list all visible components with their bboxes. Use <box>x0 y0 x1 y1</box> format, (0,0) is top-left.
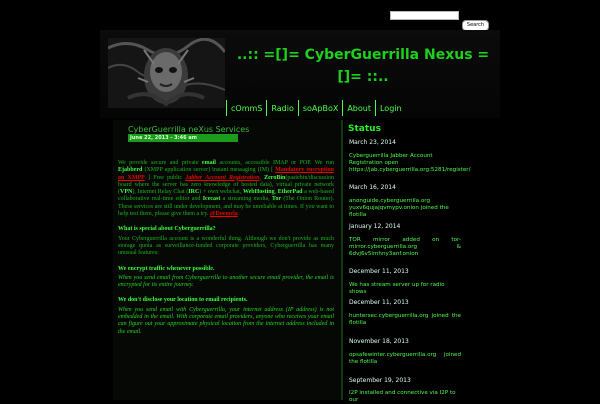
vpn-link[interactable]: VPN <box>120 189 133 196</box>
section-heading: What is special about Cyberguerrilla? <box>118 226 216 233</box>
special-section <box>118 226 334 257</box>
text: (pastebin/discussion board where the server has zero knowledge of hosted data), virtual private network ( <box>118 174 334 196</box>
section-heading: We don't disclose your location to email recipients. <box>118 297 248 304</box>
text: We provide secure and private <box>118 160 202 166</box>
nav-item-soapbox[interactable]: soApBoX <box>298 100 342 116</box>
mandatory-encryption-link[interactable]: Mandatory encryption on XMPP <box>118 167 334 181</box>
text: , <box>274 189 278 196</box>
section-heading: We encrypt traffic whenever possible. <box>118 265 215 272</box>
status-date: March 23, 2014 <box>349 139 396 146</box>
text: ] Free public <box>144 174 186 181</box>
text: a web-based collaborative real-time editor and <box>118 189 334 203</box>
doemela-link[interactable]: @Doemela <box>209 211 238 218</box>
main-nav <box>226 100 406 116</box>
status-text[interactable]: huntersec.cyberguerrilla.org joined the flotilla <box>349 313 461 327</box>
nav-item-comms[interactable]: cOmmS <box>226 100 266 116</box>
status-date: September 19, 2013 <box>349 377 411 384</box>
encrypt-section <box>118 266 334 290</box>
status-date: January 12, 2014 <box>349 223 401 230</box>
text: ) + own webchat, <box>199 189 243 196</box>
section-text: Your Cyberguerrilla account is a wonderful thing. Although we don't provide as much storage quota as surveillance-funded corporate providers, Cyberguerrilla has many unusual features: <box>118 235 334 257</box>
text: (The Onion Router). These services are still under development, and may be unreliable at times. If you want to help test them, please give them a try. <box>118 196 334 218</box>
biomech-face-image <box>108 38 225 108</box>
tor-link[interactable]: Tor <box>271 196 282 203</box>
webhosting-link[interactable]: WebHosting <box>242 189 275 196</box>
zerobin-link[interactable]: ZeroBin <box>264 174 286 181</box>
icecast-link[interactable]: Icecast <box>202 196 221 203</box>
text: (XMPP application server) instant messaging (IM) [ <box>142 167 276 174</box>
intro-paragraph <box>118 160 334 218</box>
post-body <box>118 160 334 344</box>
status-text[interactable]: TOR mirror added on tor-mirror.cyberguerrilla.org & 6dvj6v5imhny3anf.onion <box>349 237 461 258</box>
ejabberd-link[interactable]: Ejabberd <box>118 167 143 174</box>
nav-item-radio[interactable]: Radio <box>266 100 297 116</box>
text: ), Internet Relay Chat ( <box>132 189 189 196</box>
etherpad-link[interactable]: EtherPad <box>277 189 303 196</box>
text: accounts, accessible IMAP or POP. We run <box>215 160 334 166</box>
status-date: March 16, 2014 <box>349 184 396 191</box>
nav-item-login[interactable]: Login <box>375 100 406 116</box>
status-date: November 18, 2013 <box>349 338 409 345</box>
location-section <box>118 297 334 335</box>
status-text[interactable]: anonguide.cyberguerrilla.org yuxv6qujajqvmypv.onion joined the flotilla <box>349 198 449 219</box>
status-text[interactable]: We has stream server up for radio shows <box>349 282 445 296</box>
status-heading: Status <box>348 124 381 134</box>
section-text: When you send email with Cyberguerrilla, your internet address (IP address) is not embedded in the email. With corporate email providers, anyone who receives your email can figure out your approximate physical location from the internet address included in the email. <box>118 306 334 335</box>
post-title[interactable]: CyberGuerrilla neXus Services <box>128 125 250 134</box>
status-date: December 11, 2013 <box>349 268 409 275</box>
site-logo[interactable] <box>108 38 225 108</box>
search-button[interactable]: Search <box>462 20 489 31</box>
column-divider <box>341 120 343 400</box>
email-link[interactable]: email <box>201 160 216 166</box>
site-title[interactable]: ..:: =[]= CyberGuerrilla Nexus =[]= ::.. <box>236 47 490 85</box>
jabber-registration-link[interactable] <box>185 175 259 181</box>
text: a streaming media, <box>220 196 272 203</box>
status-text[interactable]: I2P installed and connective via I2P to our <box>349 390 456 404</box>
irc-link[interactable]: IRC <box>188 189 200 196</box>
status-text[interactable]: opsafewinter.cyberguerrilla.org joined the flotilla <box>349 352 461 366</box>
jabber-registration-label: Jabber Account Registration <box>185 174 260 181</box>
nav-item-about[interactable]: About <box>342 100 375 116</box>
status-text[interactable]: Cyberguerrilla Jabber Account Registration open https://jab.cyberguerrilla.org:5281/register/ <box>349 153 471 174</box>
text: , <box>259 174 265 181</box>
section-text: When you send email from Cyberguerrilla to another secure email provider, the email is encrypted for its entire journey. <box>118 274 334 289</box>
post-date-badge: June 22, 2013 - 3:46 am <box>128 134 238 142</box>
search-input[interactable] <box>390 11 459 20</box>
status-date: December 11, 2013 <box>349 299 409 306</box>
